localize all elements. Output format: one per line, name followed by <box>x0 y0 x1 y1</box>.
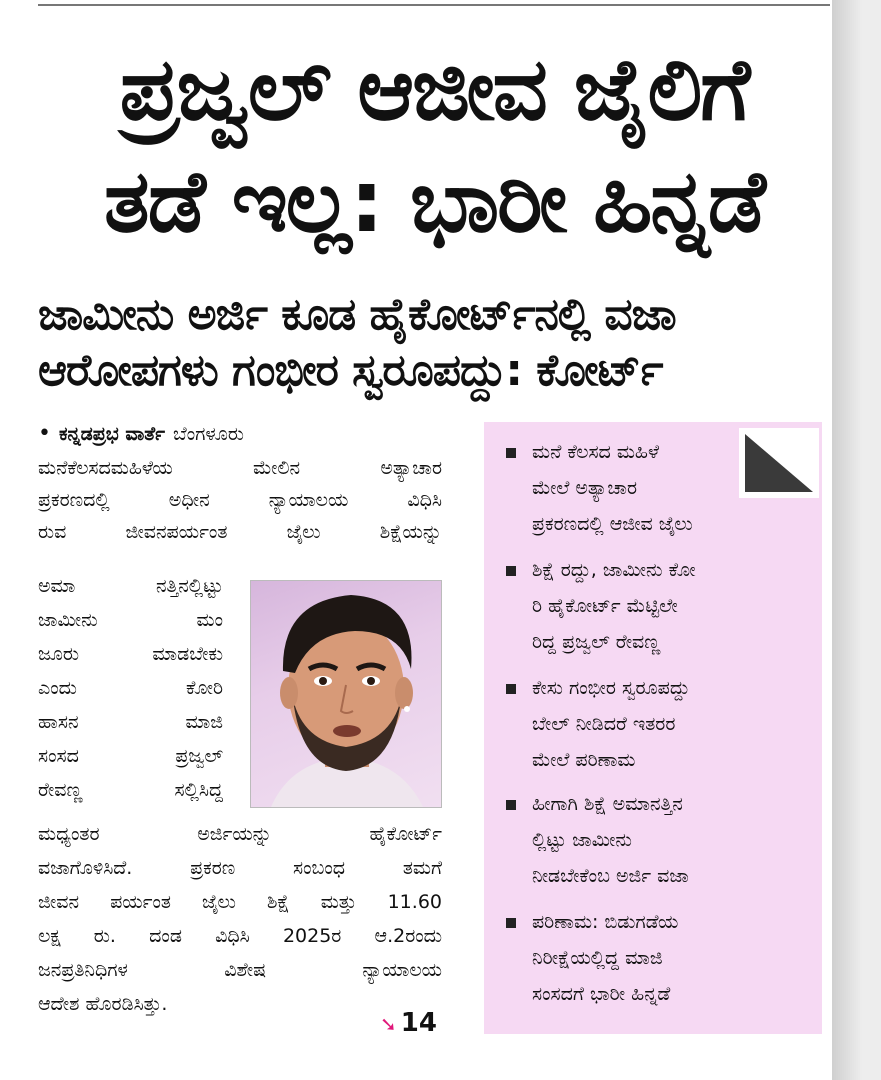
byline-source: ಕನ್ನಡಪ್ರಭ ವಾರ್ತೆ <box>58 423 165 445</box>
square-bullet-icon <box>506 448 516 458</box>
body-line: ರುವ ಜೀವನಪರ್ಯಂತ ಜೈಲು ಶಿಕ್ಷೆಯನ್ನು <box>38 521 442 543</box>
page-edge-shadow <box>832 0 862 1080</box>
square-bullet-icon <box>506 918 516 928</box>
square-bullet-icon <box>506 566 516 576</box>
body-line: ಜನಪ್ರತಿನಿಧಿಗಳ ವಿಶೇಷ ನ್ಯಾಯಾಲಯ <box>38 959 442 981</box>
headline-line-1: ಪ್ರಜ್ವಲ್ ಆಜೀವ ಜೈಲಿಗೆ <box>119 40 749 140</box>
body-line: ಮಧ್ಯಂತರ ಅರ್ಜಿಯನ್ನು ಹೈಕೋರ್ಟ್ <box>38 823 442 845</box>
body-line-narrow: ರೇವಣ್ಣ ಸಲ್ಲಿಸಿದ್ದ <box>38 779 223 801</box>
body-line: ಪ್ರಕರಣದಲ್ಲಿ ಅಧೀನ ನ್ಯಾಯಾಲಯ ವಿಧಿಸಿ <box>38 489 442 511</box>
body-line-narrow: ಅಮಾ ನತ್ತಿನಲ್ಲಿಟ್ಟು <box>38 575 223 597</box>
continued-page-number: 14 <box>400 1008 437 1038</box>
portrait-photo <box>250 580 442 808</box>
body-line-narrow: ಎಂದು ಕೋರಿ <box>38 677 223 699</box>
byline <box>38 420 448 448</box>
subhead-line-2: ಆರೋಪಗಳು ಗಂಭೀರ ಸ್ವರೂಪದ್ದು: ಕೋರ್ಟ್ <box>38 345 663 396</box>
sidebar-bullet-text: ಪರಿಣಾಮ: ಬಿಡುಗಡೆಯ ನಿರೀಕ್ಷೆಯಲ್ಲಿದ್ದ ಮಾಜಿ ಸಂಸದಗೆ ಭಾರೀ ಹಿನ್ನಡೆ <box>532 911 679 1005</box>
portrait-illustration <box>251 581 441 807</box>
body-line: ಮನೆಕೆಲಸದಮಹಿಳೆಯ ಮೇಲಿನ ಅತ್ಯಾಚಾರ <box>38 457 442 479</box>
bullet-dot-icon: • <box>38 421 51 446</box>
body-line-narrow: ಹಾಸನ ಮಾಜಿ <box>38 711 223 733</box>
headline-line-2: ತಡೆ ಇಲ್ಲ: ಭಾರೀ ಹಿನ್ನಡೆ <box>104 152 764 252</box>
body-line: ವಜಾಗೊಳಿಸಿದೆ. ಪ್ರಕರಣ ಸಂಬಂಧ ತಮಗೆ <box>38 857 442 879</box>
continued-arrow-icon: ➘ <box>380 1012 397 1036</box>
sidebar-bullet-text: ಕೇಸು ಗಂಭೀರ ಸ್ವರೂಪದ್ದು ಬೇಲ್ ನೀಡಿದರೆ ಇತರರ ಮೇಲೆ ಪರಿಣಾಮ <box>532 677 690 771</box>
byline-place: ಬೆಂಗಳೂರು <box>172 423 244 445</box>
top-rule <box>38 4 830 6</box>
body-line: ಲಕ್ಷ ರು. ದಂಡ ವಿಧಿಸಿ 2025ರ ಆ.2ರಂದು <box>38 925 442 947</box>
square-bullet-icon <box>506 800 516 810</box>
sidebar-bullet-text: ಶಿಕ್ಷೆ ರದ್ದು, ಜಾಮೀನು ಕೋ ರಿ ಹೈಕೋರ್ಟ್ ಮೆಟ್ಟಿಲೇ ರಿದ್ದ ಪ್ರಜ್ವಲ್ ರೇವಣ್ಣ <box>532 559 696 653</box>
body-line-narrow: ಸಂಸದ ಪ್ರಜ್ವಲ್ <box>38 745 223 767</box>
subhead-line-1: ಜಾಮೀನು ಅರ್ಜಿ ಕೂಡ ಹೈಕೋರ್ಟ್‌ನಲ್ಲಿ ವಜಾ <box>38 289 676 340</box>
square-bullet-icon <box>506 684 516 694</box>
sidebar-bullet-text: ಮನೆ ಕೆಲಸದ ಮಹಿಳೆ ಮೇಲೆ ಅತ್ಯಾಚಾರ ಪ್ರಕರಣದಲ್ಲಿ ಆಜೀವ ಜೈಲು <box>532 441 693 535</box>
continued-page-ref <box>380 1008 437 1038</box>
body-line-narrow: ಜಾಮೀನು ಮಂ <box>38 609 223 631</box>
body-line: ಜೀವನ ಪರ್ಯಂತ ಜೈಲು ಶಿಕ್ಷೆ ಮತ್ತು 11.60 <box>38 891 442 913</box>
sidebar-bullet-text: ಹೀಗಾಗಿ ಶಿಕ್ಷೆ ಅಮಾನತ್ತಿನ ಲ್ಲಿಟ್ಟು ಜಾಮೀನು ನೀಡಬೇಕೆಂಬ ಅರ್ಜಿ ವಜಾ <box>532 793 689 887</box>
body-line-last: ಆದೇಶ ಹೊರಡಿಸಿತ್ತು. <box>38 993 168 1015</box>
body-line-narrow: ಜೂರು ಮಾಡಬೇಕು <box>38 643 223 665</box>
